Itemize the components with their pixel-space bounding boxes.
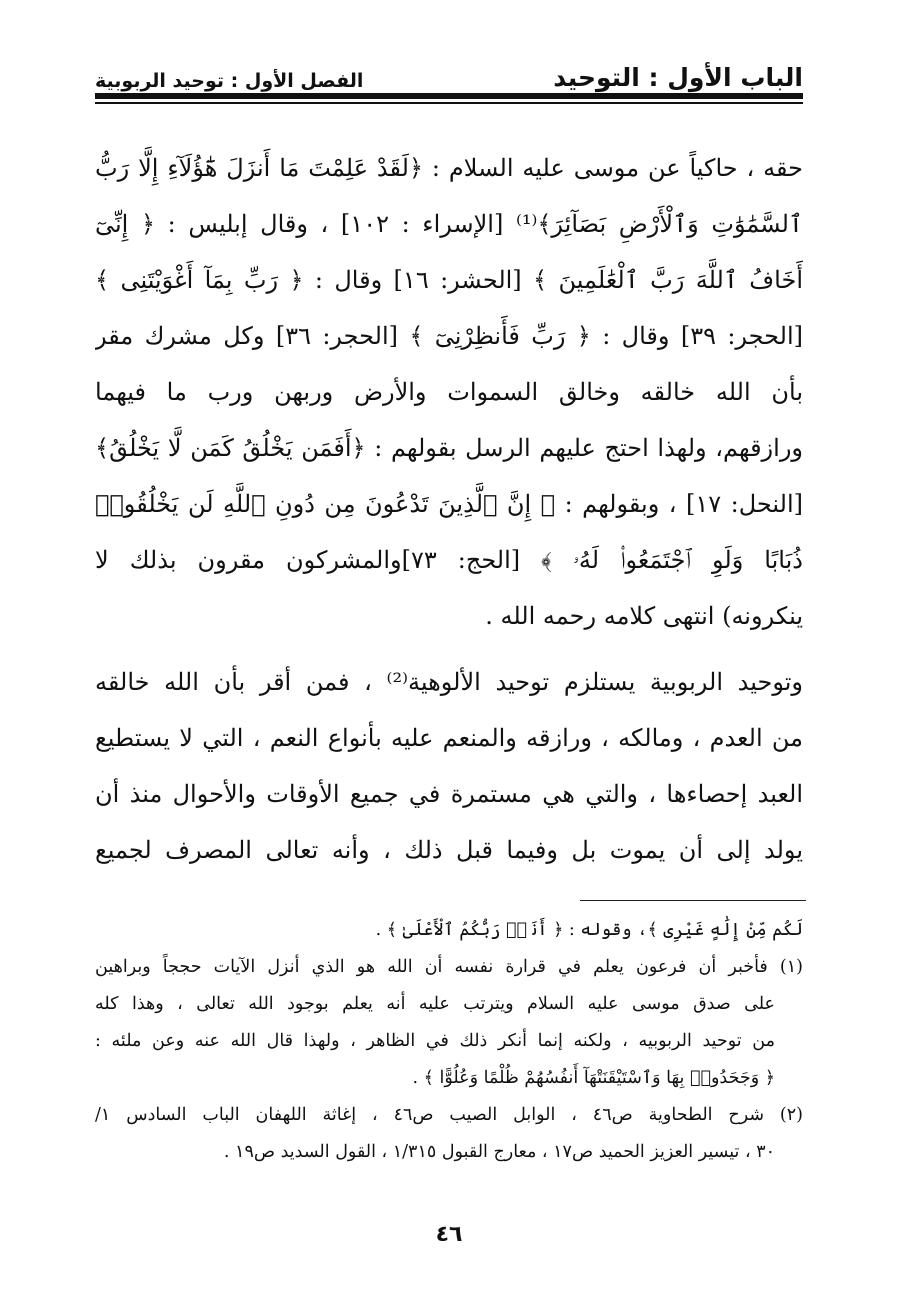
paragraph-gap [95, 644, 803, 654]
body-line: يولد إلى أن يموت بل وفيما قبل ذلك ، وأنه تعالى المصرف لجميع [95, 836, 803, 864]
body-line: حقه ، حاكياً عن موسى عليه السلام : ﴿لَقَدْ عَلِمْتَ مَا أَنزَلَ هَٰٓؤُلَآءِ إِلَّا رَبُّ [95, 154, 803, 182]
chapter-title: الباب الأول : التوحيد [553, 63, 803, 92]
footnote-separator [580, 900, 806, 901]
header-rule-thick [95, 93, 803, 99]
footnotes [95, 912, 803, 1171]
page-number: ٤٦ [435, 1222, 463, 1247]
body-line: ورازقهم، ولهذا احتج عليهم الرسل بقولهم : ﴿أَفَمَن يَخْلُقُ كَمَن لَّا يَخْلُقُ﴾ [95, 434, 803, 462]
section-title: الفصل الأول : توحيد الربوبية [95, 70, 364, 92]
running-header [95, 52, 803, 92]
footnote-1-line: من توحيد الربوبيه ، ولكنه إنما أنكر ذلك في الظاهر ، ولهذا قال الله عنه وعن ملئه : [95, 1031, 775, 1051]
body-line: ذُبَابًا وَلَوِ ٱجْتَمَعُوا۟ لَهُۥ ﴾ [الحج: ٧٣]والمشركون مقرون بذلك لا [95, 546, 803, 574]
body-line: وتوحيد الربوبية يستلزم توحيد الألوهية⁽²⁾ ، فمن أقر بأن الله خالقه [95, 668, 803, 696]
footnote-1-line: (١) فأخبر أن فرعون يعلم في قرارة نفسه أن الله هو الذي أنزل الآيات حججاً وبراهين [95, 957, 803, 977]
footnote-2-line: (٢) شرح الطحاوية ص٤٦ ، الوابل الصيب ص٤٦ ، إغاثة اللهفان الباب السادس ١/ [95, 1105, 803, 1125]
body-line: ٱلسَّمَٰوَٰتِ وَٱلْأَرْضِ بَصَآئِرَ﴾⁽¹⁾ [الإسراء : ١٠٢] ، وقال إبليس : ﴿ إِنِّىٓ [95, 210, 803, 238]
body-line: [الحجر: ٣٩] وقال : ﴿ رَبِّ فَأَنظِرْنِىٓ ﴾ [الحجر: ٣٦] وكل مشرك مقر [95, 322, 803, 350]
footnote-continuation: لَكُم مِّنْ إِلَٰهٍ غَيْرِى ﴾، وقوله : ﴿ أَنَا۠ رَبُّكُمُ ٱلْأَعْلَىٰ ﴾ . [375, 920, 803, 940]
body-line: بأن الله خالقه وخالق السموات والأرض وربهن ورب ما فيهما [95, 378, 803, 406]
body-line: ينكرونه) انتهى كلامه رحمه الله . [485, 602, 803, 630]
body-line: من العدم ، ومالكه ، ورازقه والمنعم عليه بأنواع النعم ، التي لا يستطيع [95, 724, 803, 752]
body-line: [النحل: ١٧] ، وبقولهم : ﴿ إِنَّ ٱلَّذِينَ تَدْعُونَ مِن دُونِ ٱللَّهِ لَن يَخْلُقُوا۟ [95, 490, 803, 518]
footnote-1-line: على صدق موسى عليه السلام ويترتب عليه أنه يعلم بوجود الله تعالى ، وهذا كله [95, 994, 775, 1014]
body-line: العبد إحصاءها ، والتي هي مستمرة في جميع الأوقات والأحوال منذ أن [95, 780, 803, 808]
body-text [95, 140, 803, 878]
header-rule-thin [95, 102, 803, 104]
body-line: أَخَافُ ٱللَّهَ رَبَّ ٱلْعَٰلَمِينَ ﴾ [الحشر: ١٦] وقال : ﴿ رَبِّ بِمَآ أَغْوَيْتَنِى ﴾ [95, 266, 803, 294]
footnote-1-line: ﴿ وَجَحَدُوا۟ بِهَا وَٱسْتَيْقَنَتْهَآ أَنفُسُهُمْ ظُلْمًا وَعُلُوًّا ﴾ . [412, 1068, 775, 1088]
footnote-2-line: ٣٠ ، تيسير العزيز الحميد ص١٧ ، معارج القبول ١/٣١٥ ، القول السديد ص١٩ . [223, 1142, 775, 1162]
